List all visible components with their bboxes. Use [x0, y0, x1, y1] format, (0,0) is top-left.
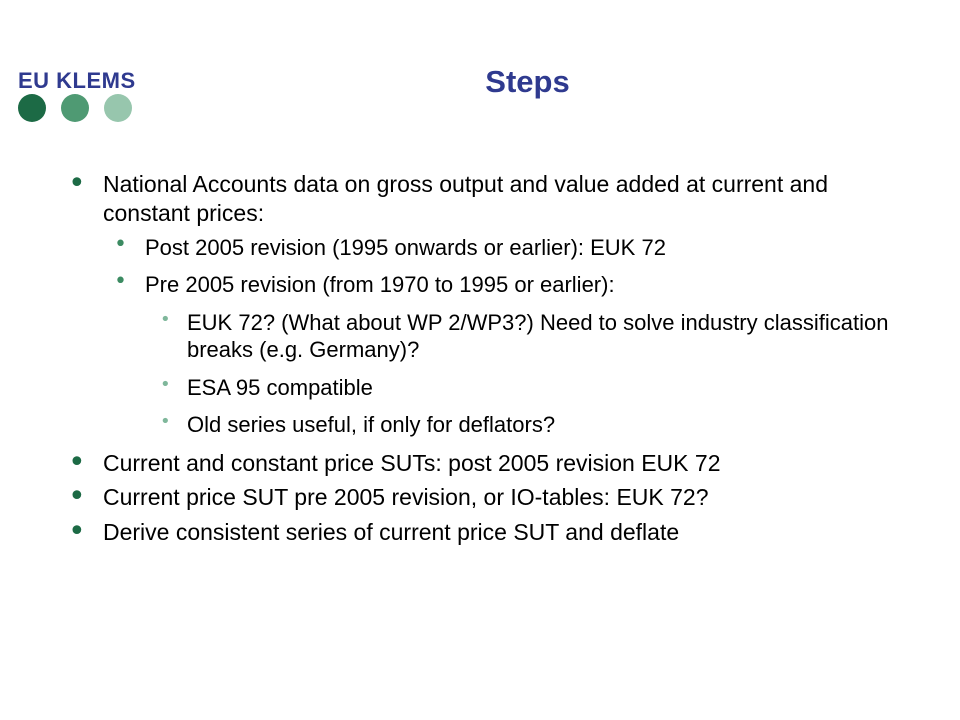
- bullet-marker: •: [68, 166, 86, 201]
- sub-sub-bullet-item: [60, 411, 920, 439]
- sub-bullet-item: [60, 231, 920, 262]
- slide-title: Steps: [485, 64, 570, 99]
- bullet-marker: •: [68, 479, 86, 515]
- sub-sub-bullet-marker: •: [160, 373, 171, 395]
- sub-sub-bullet-text: ESA 95 compatible: [187, 374, 373, 400]
- bullet-text: Derive consistent series of current price SUT and deflate: [103, 519, 680, 545]
- bullet-marker: •: [68, 444, 86, 480]
- bullet-text: National Accounts data on gross output and value added at current and constant prices:: [103, 171, 829, 226]
- sub-bullet-marker: •: [114, 269, 127, 294]
- bullet-text: Current price SUT pre 2005 revision, or IO-tables: EUK 72?: [103, 484, 709, 511]
- sub-bullet-text: Post 2005 revision (1995 onwards or earlier): EUK 72: [145, 234, 666, 260]
- sub-sub-bullet-text: EUK 72? (What about WP 2/WP3?) Need to solve industry classification breaks (e.g. Germany)?: [187, 309, 889, 362]
- sub-sub-bullet-item: [60, 309, 920, 364]
- sub-bullet-item: [60, 271, 920, 299]
- sub-sub-bullet-text: Old series useful, if only for deflators?: [187, 412, 556, 437]
- bullet-text: Current and constant price SUTs: post 2005 revision EUK 72: [103, 449, 721, 476]
- logo-text: EU KLEMS: [18, 68, 136, 93]
- bullet-item: [60, 444, 920, 480]
- bullet-item: [60, 514, 920, 549]
- bullet-item: [60, 166, 920, 228]
- sub-sub-bullet-marker: •: [160, 308, 171, 330]
- sub-bullet-marker: •: [114, 231, 127, 257]
- bullet-list: [60, 166, 920, 553]
- bullet-item: [60, 479, 920, 515]
- sub-sub-bullet-marker: •: [160, 411, 171, 432]
- sub-sub-bullet-item: [60, 374, 920, 402]
- sub-bullet-text: Pre 2005 revision (from 1970 to 1995 or earlier):: [145, 272, 615, 297]
- bullet-marker: •: [68, 514, 86, 549]
